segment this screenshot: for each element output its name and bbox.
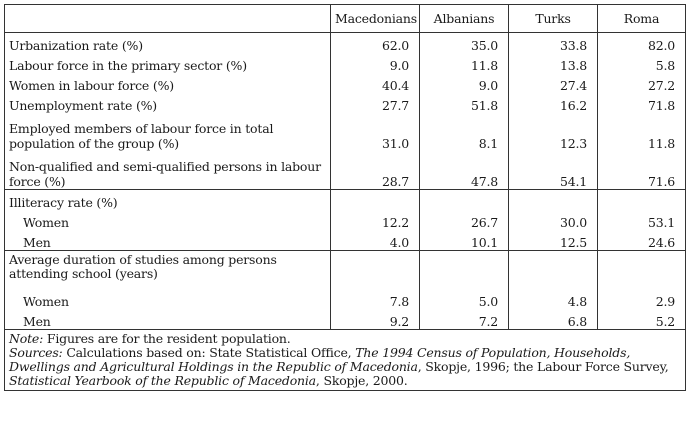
- cell-value: 27.4: [509, 73, 598, 93]
- cell-value: 26.7: [420, 210, 509, 230]
- table-row: [5, 53, 686, 73]
- cell-value: 16.2: [509, 93, 598, 113]
- cell-value: 24.6: [598, 230, 686, 251]
- table-row: [5, 73, 686, 93]
- notes-cell: [5, 330, 686, 391]
- cell-value: 27.7: [331, 93, 420, 113]
- cell-value: 13.8: [509, 53, 598, 73]
- sources-title-yearbook: Statistical Yearbook of the Republic of Macedonia: [9, 373, 316, 388]
- note-text: Figures are for the resident population.: [43, 331, 291, 346]
- ethnic-statistics-table: [4, 4, 686, 391]
- sources-text-5: , Skopje, 2000.: [315, 373, 408, 388]
- cell-value: 12.5: [509, 230, 598, 251]
- col-header-turks: Turks: [509, 5, 598, 33]
- cell-value: 2.9: [598, 289, 686, 309]
- cell-value: 27.2: [598, 73, 686, 93]
- cell-value: 4.8: [509, 289, 598, 309]
- row-label: Employed members of labour force in total population of the group (%): [5, 113, 331, 151]
- cell-value: 9.0: [420, 73, 509, 93]
- statistics-table-container: [4, 4, 685, 439]
- cell-value: 6.8: [509, 309, 598, 330]
- cell-value: 71.8: [598, 93, 686, 113]
- cell-value: 51.8: [420, 93, 509, 113]
- col-header-albanians: Albanians: [420, 5, 509, 33]
- sources-label: Sources:: [9, 345, 63, 360]
- table-row: [5, 93, 686, 113]
- cell-value: 35.0: [420, 33, 509, 54]
- cell-value: 40.4: [331, 73, 420, 93]
- cell-value: 9.0: [331, 53, 420, 73]
- cell-value: 71.6: [598, 151, 686, 190]
- table-row: [5, 151, 686, 190]
- row-label: Women: [5, 289, 331, 309]
- cell-value: 10.1: [420, 230, 509, 251]
- cell-value: 28.7: [331, 151, 420, 190]
- note-label: Note:: [9, 331, 44, 346]
- row-label: Illiteracy rate (%): [5, 190, 331, 211]
- cell-value: 54.1: [509, 151, 598, 190]
- section-header-studies: [5, 251, 686, 290]
- row-label: Women in labour force (%): [5, 73, 331, 93]
- notes-row: [5, 330, 686, 391]
- header-row: [5, 5, 686, 33]
- row-label: Labour force in the primary sector (%): [5, 53, 331, 73]
- cell-value: 53.1: [598, 210, 686, 230]
- cell-value: 82.0: [598, 33, 686, 54]
- cell-value: 12.3: [509, 113, 598, 151]
- table-row: [5, 113, 686, 151]
- row-label: Unemployment rate (%): [5, 93, 331, 113]
- cell-value: 5.2: [598, 309, 686, 330]
- row-label: Urbanization rate (%): [5, 33, 331, 54]
- col-header-macedonians: Macedonians: [331, 5, 420, 33]
- cell-value: 5.0: [420, 289, 509, 309]
- cell-value: 33.8: [509, 33, 598, 54]
- cell-value: 5.8: [598, 53, 686, 73]
- table-row: [5, 33, 686, 54]
- sources-title-census: The 1994 Census of Population, Households, Dwellings and Agricultural Holdings in the Republic of Macedonia: [9, 345, 631, 374]
- cell-value: 9.2: [331, 309, 420, 330]
- cell-value: 8.1: [420, 113, 509, 151]
- table-row: [5, 230, 686, 251]
- cell-value: 30.0: [509, 210, 598, 230]
- cell-value: 11.8: [420, 53, 509, 73]
- cell-value: 31.0: [331, 113, 420, 151]
- note-line: [9, 332, 681, 346]
- row-label: Non-qualified and semi-qualified persons in labour force (%): [5, 151, 331, 190]
- sources-text-1: Calculations based on: State Statistical Office,: [62, 345, 356, 360]
- table-row: [5, 210, 686, 230]
- sources-text-3: , Skopje, 1996; the Labour Force Survey,: [417, 359, 669, 374]
- cell-value: 62.0: [331, 33, 420, 54]
- row-label: Women: [5, 210, 331, 230]
- cell-value: 7.2: [420, 309, 509, 330]
- cell-value: 7.8: [331, 289, 420, 309]
- cell-value: 11.8: [598, 113, 686, 151]
- row-label: Men: [5, 230, 331, 251]
- table-row: [5, 309, 686, 330]
- row-label: Men: [5, 309, 331, 330]
- section-header-illiteracy: [5, 190, 686, 211]
- cell-value: 12.2: [331, 210, 420, 230]
- cell-value: 4.0: [331, 230, 420, 251]
- cell-value: 47.8: [420, 151, 509, 190]
- sources-line: [9, 346, 681, 388]
- header-blank-cell: [5, 5, 331, 33]
- table-row: [5, 289, 686, 309]
- row-label: Average duration of studies among persons attending school (years): [5, 251, 331, 290]
- col-header-roma: Roma: [598, 5, 686, 33]
